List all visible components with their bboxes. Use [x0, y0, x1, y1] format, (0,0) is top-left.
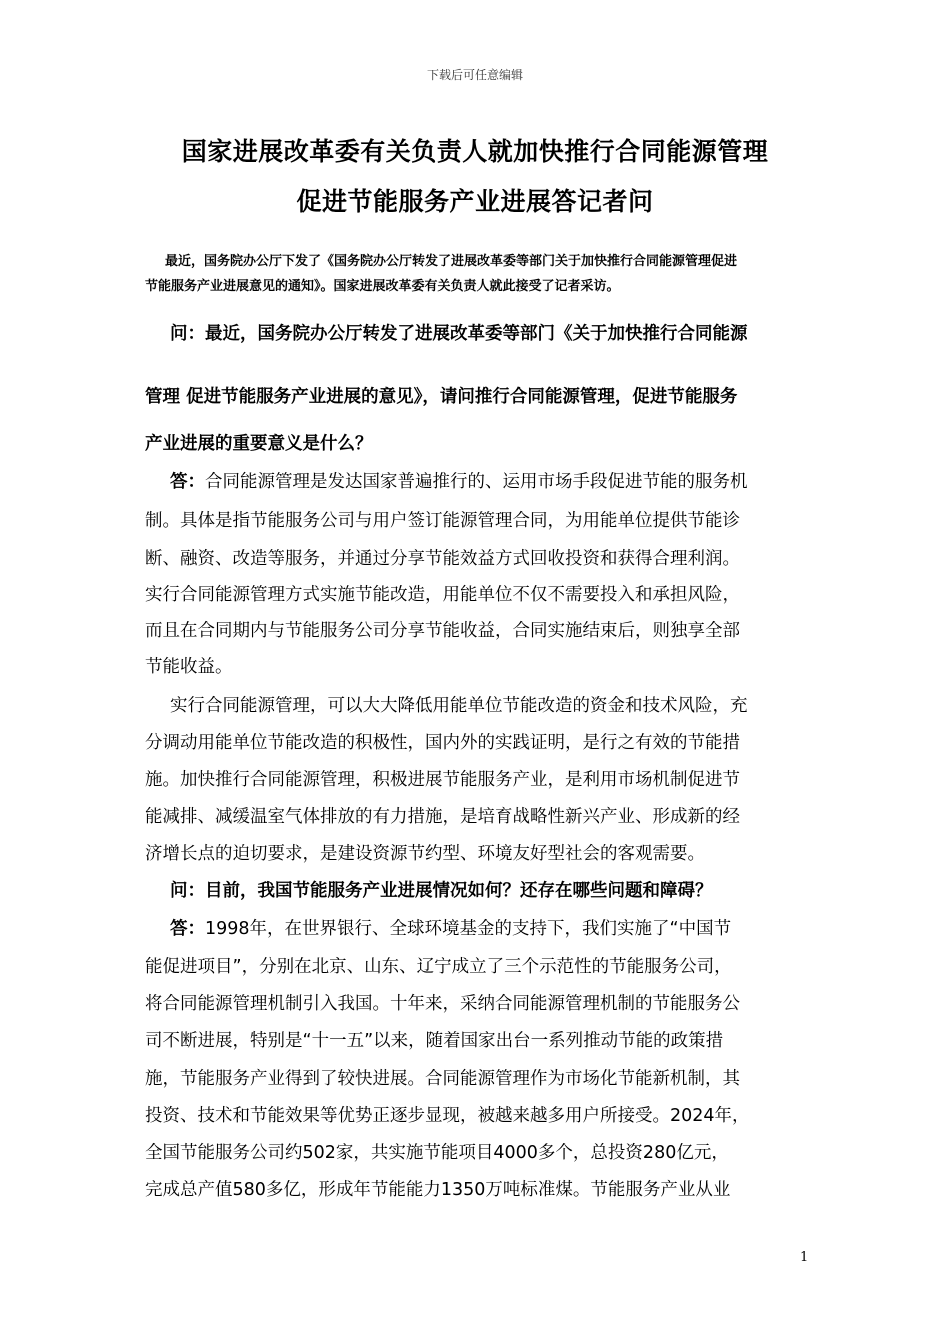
answer2-line-8: 完成总产值580多亿，形成年节能能力1350万吨标准煤。节能服务产业从业 — [145, 1180, 731, 1200]
intro-line-1: 最近，国务院办公厅下发了《国务院办公厅转发了进展改革委等部门关于加快推行合同能源管理促进 — [165, 254, 738, 269]
answer1-line-5: 而且在合同期内与节能服务公司分享节能收益，合同实施结束后，则独享全部 — [145, 621, 740, 641]
question1-line-1: 问：最近，国务院办公厅转发了进展改革委等部门《关于加快推行合同能源 — [170, 324, 748, 344]
answer1-line-1 — [170, 468, 748, 493]
answer2-line-5: 施，节能服务产业得到了较快进展。合同能源管理作为市场化节能新机制，其 — [145, 1069, 740, 1089]
answer2-label: 答： — [170, 919, 205, 939]
answer1-text: 合同能源管理是发达国家普遍推行的、运用市场手段促进节能的服务机 — [205, 472, 748, 492]
paragraph2-line-1: 实行合同能源管理，可以大大降低用能单位节能改造的资金和技术风险，充 — [170, 696, 748, 716]
answer2-line-6: 投资、技术和节能效果等优势正逐步显现，被越来越多用户所接受。2024年， — [145, 1106, 750, 1126]
header-note: 下载后可任意编辑 — [426, 68, 523, 82]
question2: 问：目前，我国节能服务产业进展情况如何？还存在哪些问题和障碍？ — [170, 881, 713, 901]
answer2-text: 1998年，在世界银行、全球环境基金的支持下，我们实施了“中国节 — [205, 919, 732, 939]
answer2-line-4: 司不断进展，特别是“十一五”以来，随着国家出台一系列推动节能的政策措 — [145, 1031, 724, 1051]
answer1-line-6: 节能收益。 — [145, 657, 233, 677]
answer1-line-2: 制。具体是指节能服务公司与用户签订能源管理合同，为用能单位提供节能诊 — [145, 511, 740, 531]
paragraph2-line-3: 施。加快推行合同能源管理，积极进展节能服务产业，是利用市场机制促进节 — [145, 770, 740, 790]
answer2-line-7: 全国节能服务公司约502家，共实施节能项目4000多个，总投资280亿元， — [145, 1143, 729, 1163]
intro-line-2: 节能服务产业进展意见的通知》。国家进展改革委有关负责人就此接受了记者采访。 — [145, 279, 620, 294]
answer1-line-3: 断、融资、改造等服务，并通过分享节能效益方式回收投资和获得合理利润。 — [145, 549, 740, 569]
page-number: 1 — [800, 1250, 809, 1265]
answer2-line-3: 将合同能源管理机制引入我国。十年来，采纳合同能源管理机制的节能服务公 — [145, 994, 740, 1014]
answer1-label: 答： — [170, 472, 205, 492]
answer1-line-4: 实行合同能源管理方式实施节能改造，用能单位不仅不需要投入和承担风险， — [145, 585, 740, 605]
title-line-1: 国家进展改革委有关负责人就加快推行合同能源管理 — [181, 137, 769, 166]
question1-line-3: 产业进展的重要意义是什么？ — [145, 434, 373, 454]
paragraph2-line-5: 济增长点的迫切要求，是建设资源节约型、环境友好型社会的客观需要。 — [145, 844, 705, 864]
paragraph2-line-2: 分调动用能单位节能改造的积极性，国内外的实践证明，是行之有效的节能措 — [145, 733, 740, 753]
question1-line-2: 管理 促进节能服务产业进展的意见》，请问推行合同能源管理，促进节能服务 — [145, 387, 738, 407]
paragraph2-line-4: 能减排、减缓温室气体排放的有力措施，是培育战略性新兴产业、形成新的经 — [145, 807, 740, 827]
answer2-line-1 — [170, 915, 731, 940]
answer2-line-2: 能促进项目”，分别在北京、山东、辽宁成立了三个示范性的节能服务公司， — [145, 957, 732, 977]
title-line-2: 促进节能服务产业进展答记者问 — [296, 187, 654, 216]
